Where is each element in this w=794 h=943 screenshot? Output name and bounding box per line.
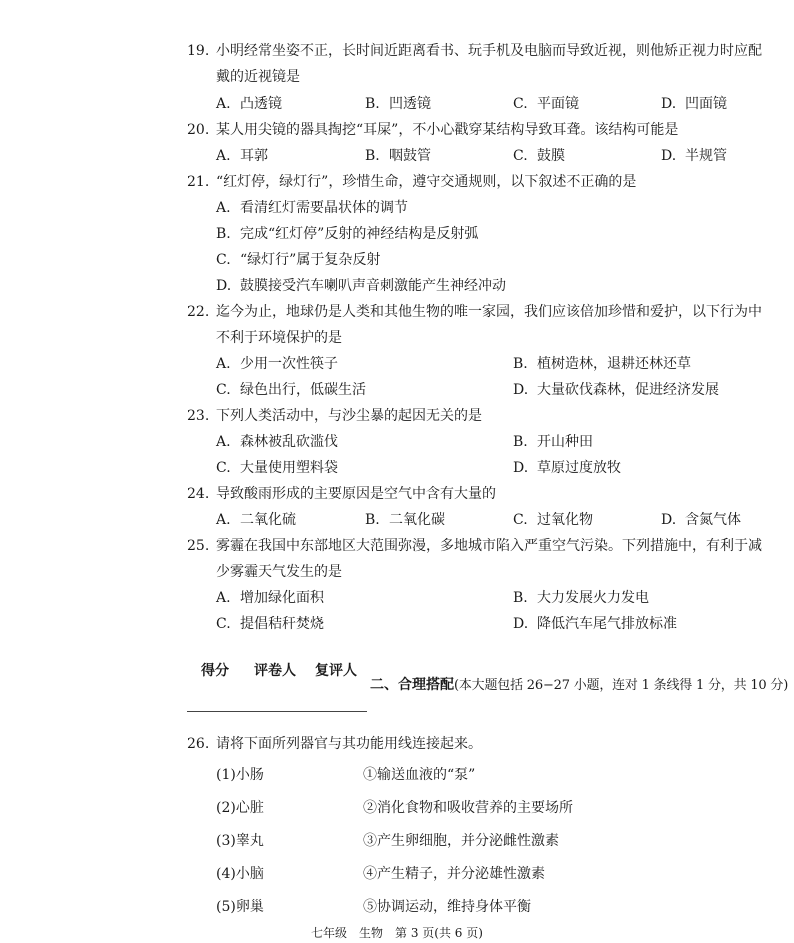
score-label: 得分 <box>201 663 229 679</box>
section-title: 二、合理搭配 <box>370 677 454 693</box>
option-d[interactable]: D. 大量砍伐森林，促进经济发展 <box>513 382 719 398</box>
option-d[interactable]: D. 半规管 <box>661 148 727 164</box>
organ-item[interactable]: (3)睾丸 <box>216 833 264 849</box>
question-22-line-2: 不利于环境保护的是 <box>216 330 342 346</box>
question-21-option-a[interactable]: A. 看清红灯需要晶状体的调节 <box>216 200 408 216</box>
question-number: 24. <box>187 486 210 502</box>
match-row-2 <box>216 799 736 817</box>
question-number: 22. <box>187 304 210 320</box>
match-row-3 <box>216 832 736 850</box>
option-d[interactable]: D. 凹面镜 <box>661 96 727 112</box>
function-item[interactable]: ④产生精子，并分泌雄性激素 <box>363 866 545 882</box>
question-21-option-b[interactable]: B. 完成“红灯停”反射的神经结构是反射弧 <box>216 226 479 242</box>
option-a[interactable]: A. 增加绿化面积 <box>216 590 324 606</box>
match-row-1 <box>216 766 736 784</box>
option-c[interactable]: C. 过氧化物 <box>513 512 593 528</box>
question-22-line-1 <box>187 303 762 321</box>
match-row-5 <box>216 898 736 916</box>
function-item[interactable]: ②消化食物和吸收营养的主要场所 <box>363 800 573 816</box>
question-25-line-2: 少雾霾天气发生的是 <box>216 564 342 580</box>
organ-item[interactable]: (1)小肠 <box>216 767 264 783</box>
question-25-options-row-1 <box>216 589 776 607</box>
question-24-options <box>216 511 776 529</box>
function-item[interactable]: ③产生卵细胞，并分泌雌性激素 <box>363 833 559 849</box>
option-c[interactable]: C. 绿色出行，低碳生活 <box>216 382 366 398</box>
question-22-options-row-2 <box>216 381 776 399</box>
option-d[interactable]: D. 降低汽车尾气排放标准 <box>513 616 677 632</box>
option-d[interactable]: D. 含氮气体 <box>661 512 741 528</box>
question-stem: 下列人类活动中，与沙尘暴的起因无关的是 <box>216 408 482 424</box>
question-stem: 请将下面所列器官与其功能用线连接起来。 <box>216 736 482 752</box>
question-number: 21. <box>187 174 210 190</box>
grader-label: 评卷人 <box>254 663 296 679</box>
question-19-line-1 <box>187 42 762 60</box>
question-20-options <box>216 147 776 165</box>
question-number: 20. <box>187 122 210 138</box>
question-24-line-1 <box>187 485 496 503</box>
option-a[interactable]: A. 少用一次性筷子 <box>216 356 338 372</box>
option-a[interactable]: A. 耳郭 <box>216 148 268 164</box>
question-23-options-row-2 <box>216 459 776 477</box>
option-a[interactable]: A. 森林被乱砍滥伐 <box>216 434 338 450</box>
section-2-heading <box>370 676 788 695</box>
question-23-options-row-1 <box>216 433 776 451</box>
option-b[interactable]: B. 植树造林，退耕还林还草 <box>513 356 691 372</box>
option-a[interactable]: A. 凸透镜 <box>216 96 282 112</box>
question-stem: 小明经常坐姿不正，长时间近距离看书、玩手机及电脑而导致近视，则他矫正视力时应配 <box>216 43 762 59</box>
question-number: 26. <box>187 736 210 752</box>
option-b[interactable]: B. 大力发展火力发电 <box>513 590 649 606</box>
option-c[interactable]: C. 提倡秸秆焚烧 <box>216 616 324 632</box>
option-b[interactable]: B. 二氧化碳 <box>365 512 445 528</box>
question-stem: 迄今为止，地球仍是人类和其他生物的唯一家园，我们应该倍加珍惜和爱护，以下行为中 <box>216 304 762 320</box>
question-stem: 某人用尖镜的器具掏挖“耳屎”，不小心戳穿某结构导致耳聋。该结构可能是 <box>216 122 679 138</box>
option-b[interactable]: B. 凹透镜 <box>365 96 431 112</box>
question-stem: “红灯停，绿灯行”，珍惜生命，遵守交通规则，以下叙述不正确的是 <box>216 174 637 190</box>
option-a[interactable]: A. 二氧化硫 <box>216 512 296 528</box>
question-number: 23. <box>187 408 210 424</box>
question-number: 25. <box>187 538 210 554</box>
option-b[interactable]: B. 开山种田 <box>513 434 593 450</box>
match-row-4 <box>216 865 736 883</box>
question-20-line-1 <box>187 121 678 139</box>
question-23-line-1 <box>187 407 482 425</box>
question-21-line-1 <box>187 173 636 191</box>
question-22-options-row-1 <box>216 355 776 373</box>
question-21-option-d[interactable]: D. 鼓膜接受汽车喇叭声音刺激能产生神经冲动 <box>216 278 506 294</box>
option-c[interactable]: C. 大量使用塑料袋 <box>216 460 338 476</box>
question-stem: 雾霾在我国中东部地区大范围弥漫，多地城市陷入严重空气污染。下列措施中，有利于减 <box>216 538 762 554</box>
function-item[interactable]: ①输送血液的“泵” <box>363 767 476 783</box>
question-26-line-1 <box>187 735 482 753</box>
question-19-line-2: 戴的近视镜是 <box>216 69 300 85</box>
question-25-options-row-2 <box>216 615 776 633</box>
question-25-line-1 <box>187 537 762 555</box>
function-item[interactable]: ⑤协调运动，维持身体平衡 <box>363 899 531 915</box>
question-21-option-c[interactable]: C. “绿灯行”属于复杂反射 <box>216 252 381 268</box>
organ-item[interactable]: (4)小脑 <box>216 866 264 882</box>
option-c[interactable]: C. 平面镜 <box>513 96 579 112</box>
option-d[interactable]: D. 草原过度放牧 <box>513 460 621 476</box>
option-c[interactable]: C. 鼓膜 <box>513 148 565 164</box>
section-note: (本大题包括 26−27 小题，连对 1 条线得 1 分，共 10 分) <box>454 678 789 693</box>
organ-item[interactable]: (2)心脏 <box>216 800 264 816</box>
score-underline <box>187 711 367 712</box>
question-number: 19. <box>187 43 210 59</box>
page-footer: 七年级 生物 第 3 页(共 6 页) <box>311 926 483 940</box>
organ-item[interactable]: (5)卵巢 <box>216 899 264 915</box>
option-b[interactable]: B. 咽鼓管 <box>365 148 431 164</box>
reviewer-label: 复评人 <box>315 663 357 679</box>
question-stem: 导致酸雨形成的主要原因是空气中含有大量的 <box>216 486 496 502</box>
question-19-options <box>216 95 776 113</box>
